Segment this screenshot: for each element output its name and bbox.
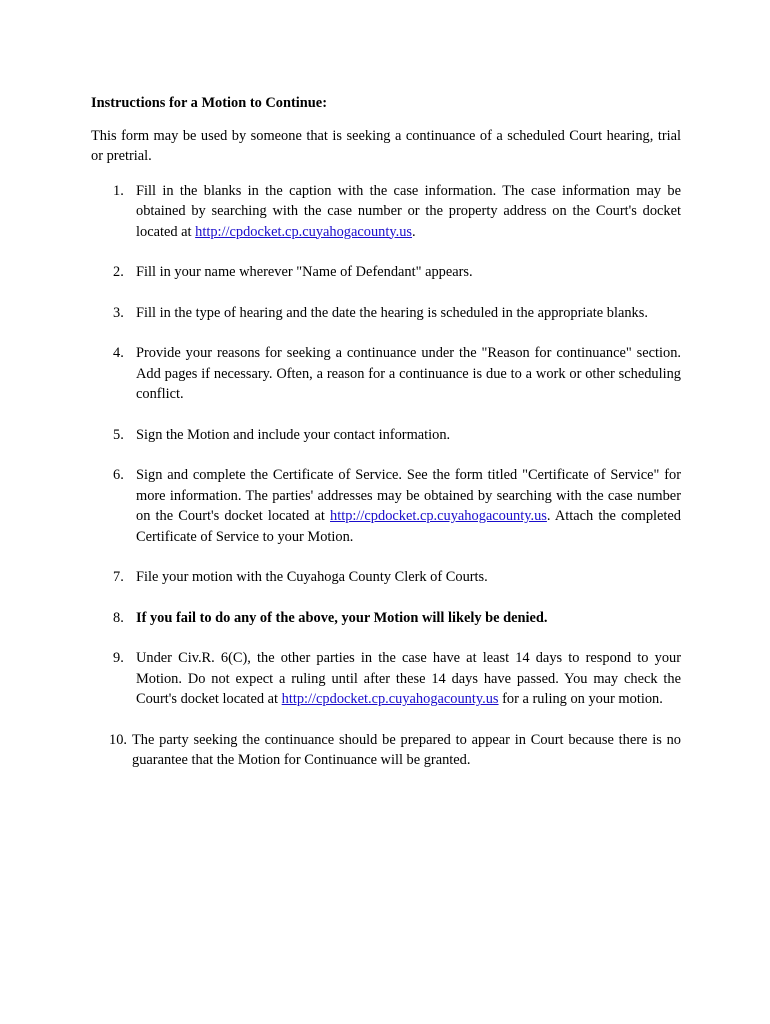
item-text: Under Civ.R. 6(C), the other parties in the case have at least 14 days to respond to your Motion. Do not expect a ruling until after these 14 days have passed. You may check the Court's docket located at http://cpdocket.cp.cuyahogacounty.us for a ruling on your motion. <box>136 650 681 707</box>
item-text: Fill in the type of hearing and the date the hearing is scheduled in the appropriate blanks. <box>136 304 648 321</box>
instruction-list <box>91 181 681 771</box>
item-text: Sign and complete the Certificate of Service. See the form titled "Certificate of Service" for more information. The parties' addresses may be obtained by searching with the case number on the Court's docket located at http://cpdocket.cp.cuyahogacounty.us. Attach the completed Certificate of Service to your Motion. <box>136 467 681 545</box>
item-number: 6. <box>113 467 124 483</box>
list-item <box>91 648 681 710</box>
list-item <box>91 425 681 446</box>
list-item <box>91 303 681 324</box>
warning-text: If you fail to do any of the above, your Motion will likely be denied. <box>136 609 548 626</box>
item-number: 8. <box>113 609 124 626</box>
item-text: Fill in the blanks in the caption with the case information. The case information may be obtained by searching with the case number or the property address on the Court's docket located at http://cpdocket.cp.cuyahogacounty.us. <box>136 182 681 240</box>
docket-link[interactable]: http://cpdocket.cp.cuyahogacounty.us <box>281 691 499 707</box>
list-item <box>91 181 681 243</box>
item-text: Fill in your name wherever "Name of Defendant" appears. <box>136 264 473 280</box>
intro-paragraph: This form may be used by someone that is seeking a continuance of a scheduled Court hearing, trial or pretrial. <box>91 127 681 164</box>
item-number: 3. <box>113 304 124 321</box>
docket-link[interactable]: http://cpdocket.cp.cuyahogacounty.us <box>195 223 413 240</box>
document-page <box>91 93 681 791</box>
item-number: 10. <box>109 731 127 748</box>
item-number: 9. <box>113 650 124 666</box>
item-number: 4. <box>113 345 124 361</box>
list-item <box>91 343 681 405</box>
list-item <box>91 608 681 629</box>
item-text: Sign the Motion and include your contact information. <box>136 426 451 443</box>
item-number: 7. <box>113 569 124 585</box>
item-text: Provide your reasons for seeking a continuance under the "Reason for continuance" section. Add pages if necessary. Often, a reason for a continuance is due to a work or other scheduling conflict. <box>136 345 681 402</box>
list-item <box>91 567 681 588</box>
list-item <box>91 465 681 547</box>
list-item <box>91 730 681 771</box>
docket-link[interactable]: http://cpdocket.cp.cuyahogacounty.us <box>330 508 547 524</box>
item-text: File your motion with the Cuyahoga County Clerk of Courts. <box>136 569 488 585</box>
item-text: The party seeking the continuance should be prepared to appear in Court because there is no guarantee that the Motion for Continuance will be granted. <box>132 731 681 768</box>
item-number: 5. <box>113 426 124 443</box>
document-title: Instructions for a Motion to Continue: <box>91 95 327 111</box>
item-number: 1. <box>113 182 124 199</box>
list-item <box>91 262 681 283</box>
item-number: 2. <box>113 264 124 280</box>
